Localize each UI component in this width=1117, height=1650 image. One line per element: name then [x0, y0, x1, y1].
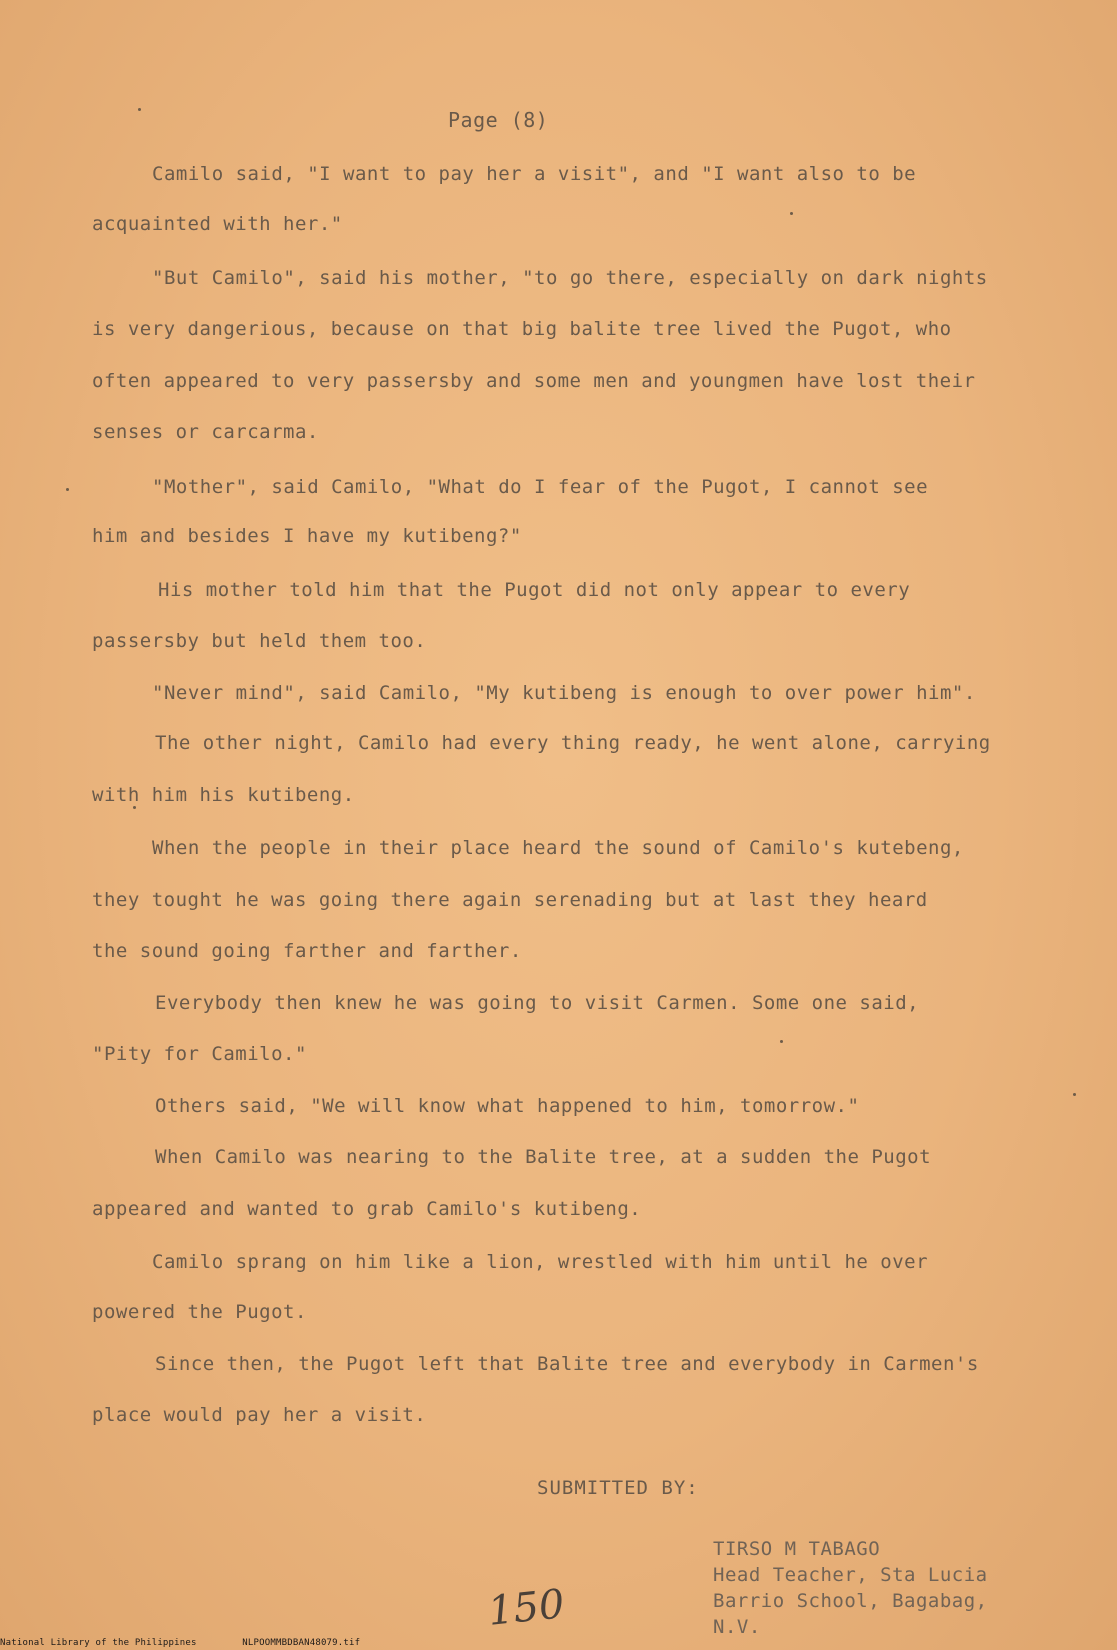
body-line-4: is very dangerious, because on that big balite tree lived the Pugot, who: [92, 318, 952, 340]
body-line-14: When the people in their place heard the sound of Camilo's kutebeng,: [152, 837, 964, 859]
body-line-10: passersby but held them too.: [92, 630, 427, 652]
body-line-2: acquainted with her.": [92, 213, 343, 235]
page-header: Page (8): [448, 108, 549, 132]
body-line-22: Camilo sprang on him like a lion, wrestled with him until he over: [152, 1251, 929, 1273]
body-line-6: senses or carcarma.: [92, 421, 319, 443]
body-line-20: When Camilo was nearing to the Balite tree, at a sudden the Pugot: [155, 1146, 932, 1168]
body-line-16: the sound going farther and farther.: [92, 940, 522, 962]
signature-school: Barrio School, Bagabag,: [713, 1590, 988, 1612]
body-line-17: Everybody then knew he was going to visit Carmen. Some one said,: [155, 992, 920, 1014]
archive-footer: [0, 1638, 400, 1648]
body-line-8: him and besides I have my kutibeng?": [92, 525, 522, 547]
body-line-21: appeared and wanted to grab Camilo's kutibeng.: [92, 1198, 642, 1220]
body-line-18: "Pity for Camilo.": [92, 1043, 307, 1065]
body-line-1: Camilo said, "I want to pay her a visit", and "I want also to be: [152, 163, 917, 185]
paper-speck: [66, 488, 69, 491]
body-line-19: Others said, "We will know what happened to him, tomorrow.": [155, 1095, 860, 1117]
body-line-15: they tought he was going there again serenading but at last they heard: [92, 889, 928, 911]
body-line-23: powered the Pugot.: [92, 1301, 307, 1323]
paper-speck: [790, 212, 793, 215]
paper-speck: [1073, 1093, 1076, 1096]
body-line-5: often appeared to very passersby and some men and youngmen have lost their: [92, 370, 976, 392]
body-line-7: "Mother", said Camilo, "What do I fear of the Pugot, I cannot see: [152, 476, 929, 498]
body-line-25: place would pay her a visit.: [92, 1404, 427, 1426]
paper-speck: [780, 1040, 783, 1043]
body-line-11: "Never mind", said Camilo, "My kutibeng is enough to over power him".: [152, 682, 976, 704]
handwritten-page-number: 150: [485, 1581, 567, 1635]
paper-speck: [138, 108, 141, 111]
footer-institution: National Library of the Philippines: [0, 1638, 197, 1648]
body-line-12: The other night, Camilo had every thing ready, he went alone, carrying: [155, 732, 991, 754]
paper-speck: [133, 806, 136, 809]
body-line-9: His mother told him that the Pugot did not only appear to every: [158, 579, 911, 601]
body-line-13: with him his kutibeng.: [92, 784, 355, 806]
body-line-3: "But Camilo", said his mother, "to go there, especially on dark nights: [152, 267, 988, 289]
signature-province: N.V.: [713, 1616, 761, 1638]
body-line-24: Since then, the Pugot left that Balite tree and everybody in Carmen's: [155, 1353, 979, 1375]
footer-file-id: NLPOOMMBDBAN48079.tif: [242, 1638, 361, 1648]
signature-name: TIRSO M TABAGO: [713, 1538, 881, 1560]
signature-title: Head Teacher, Sta Lucia: [713, 1564, 988, 1586]
submitted-by-label: SUBMITTED BY:: [537, 1477, 699, 1499]
